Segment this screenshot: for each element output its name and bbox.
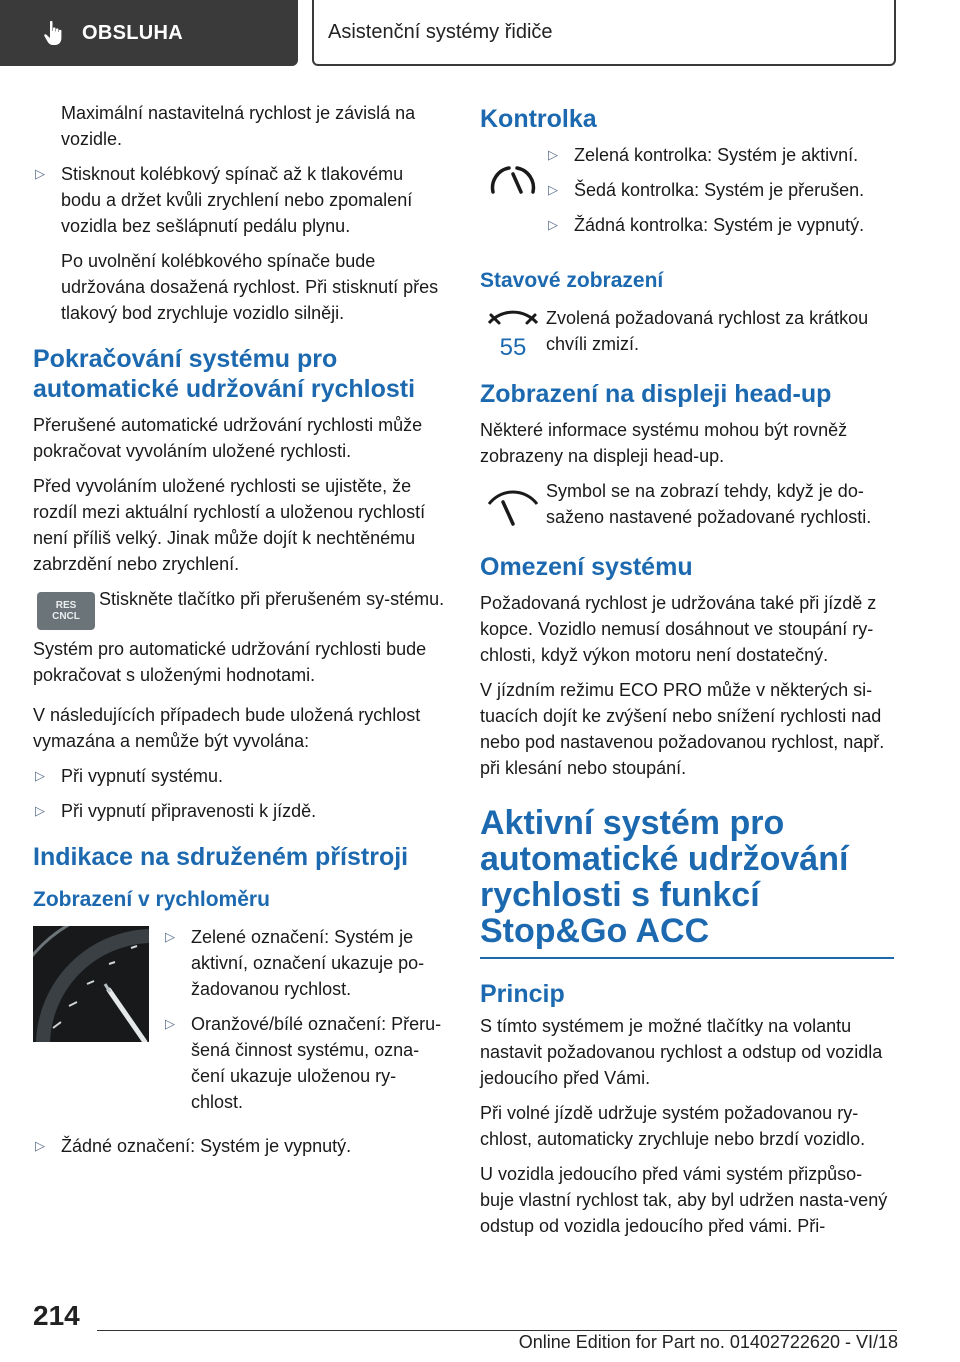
bullet-text: Šedá kontrolka: Systém je přerušen.: [574, 180, 865, 200]
bullet-text: Stisknout kolébkový spínač až k tlakovému bodu a držet kvůli zrychlení nebo zpomalení vozidla bez sešlápnutí pedálu plynu.: [61, 164, 413, 236]
heading-indication: Indikace na sdruženém přístroji: [33, 843, 409, 871]
bullet-text: Zelená kontrolka: Systém je aktivní.: [574, 145, 859, 165]
heading-system-limits: Omezení systému: [480, 553, 693, 581]
bullet-item: [546, 177, 894, 203]
speedometer-image: [33, 926, 149, 1042]
bullet-triangle-icon: ▷: [35, 1138, 45, 1153]
paragraph: Požadovaná rychlost je udržována také při jízdě z kopce. Vozidlo nemusí dosáhnout ve stoupání ry-chlosti, když výkon motoru není dostatečný.: [480, 593, 877, 665]
bullet-item: [163, 924, 447, 1002]
bullet-triangle-icon: ▷: [165, 929, 175, 944]
cruise-control-lamp-icon: [487, 160, 539, 204]
status-icon-box: [480, 305, 546, 359]
paragraph: Při volné jízdě udržuje systém požadovanou ry-chlost, automaticky zrychluje nebo brzdí vozidlo.: [480, 1103, 866, 1149]
bullet-triangle-icon: ▷: [548, 147, 558, 162]
chapter-tab-obsluha: [0, 0, 298, 66]
bullet-item: [33, 798, 447, 824]
status-display-row: [480, 305, 894, 359]
paragraph: Zvolená požadovaná rychlost za krátkou chvíli zmizí.: [546, 308, 869, 354]
bullet-text: Žádná kontrolka: Systém je vypnutý.: [574, 215, 865, 235]
paragraph: V jízdním režimu ECO PRO může v některých si-tuacích dojít ke zvýšení nebo snížení rychlosti nad nebo pod nastavenou požadovanou rychlost, např. při klesání nebo stoupání.: [480, 680, 885, 778]
heading-active-cruise-control: Aktivní systém pro automatické udržování rychlosti s funkcí Stop&Go ACC: [480, 805, 894, 959]
heading-speedometer: Zobrazení v rychloměru: [33, 888, 270, 911]
hud-row: [480, 478, 894, 530]
footer-divider: [97, 1330, 897, 1331]
hand-pointer-icon: [40, 19, 68, 47]
bullet-item: [33, 763, 447, 789]
bullet-text: Oranžové/bílé označení: Přeru-šená činnost systému, ozna-čení ukazuje uloženou ry-chlost.: [191, 1014, 442, 1112]
chapter-tab-label: OBSLUHA: [82, 21, 183, 44]
bullet-triangle-icon: ▷: [35, 768, 45, 783]
heading-head-up-display: Zobrazení na displeji head-up: [480, 380, 832, 408]
bullet-text: Zelené označení: Systém je aktivní, označení ukazuje po-žadovanou rychlost.: [191, 927, 425, 999]
bullet-text: Při vypnutí připravenosti k jízdě.: [61, 801, 317, 821]
bullet-item: [163, 1011, 447, 1115]
heading-resume: Pokračování systému pro automatické udržování rychlosti: [33, 345, 416, 403]
paragraph: Stiskněte tlačítko při přerušeném sy-stému.: [99, 589, 445, 609]
cncl-label: CNCL: [52, 611, 80, 622]
res-cncl-button-icon-box: [33, 586, 99, 630]
heading-principle: Princip: [480, 980, 565, 1008]
res-label: RES: [55, 600, 77, 611]
paragraph: S tímto systémem je možné tlačítky na volantu nastavit požadovanou rychlost a odstup od vozidla jedoucího před Vámi.: [480, 1016, 883, 1088]
bullet-triangle-icon: ▷: [548, 217, 558, 232]
right-column: [480, 104, 894, 1248]
bullet-item: [33, 161, 447, 239]
paragraph: Po uvolnění kolébkového spínače bude udržována dosažená rychlost. Při stisknutí přes tlakový bod zrychluje vozidlo silněji.: [61, 251, 439, 323]
res-button-row: [33, 586, 447, 630]
paragraph: Přerušené automatické udržování rychlosti může pokračovat vyvoláním uložené rychlosti.: [33, 415, 423, 461]
speedometer-row: [33, 924, 447, 1124]
bullet-triangle-icon: ▷: [165, 1016, 175, 1031]
page-header: [0, 0, 960, 66]
bullet-triangle-icon: ▷: [548, 182, 558, 197]
paragraph: U vozidla jedoucího před vámi systém přizpůso-buje vlastní rychlost tak, aby byl udržen nasta-vený odstup od vozidla jedoucího před vámi. Při-: [480, 1164, 888, 1236]
indicator-lamp-row: [480, 142, 894, 247]
head-up-speed-icon: [485, 486, 541, 530]
cruise-lamp-icon-box: [480, 142, 546, 204]
bullet-item: [546, 212, 894, 238]
speedometer-needle-icon: [33, 926, 149, 1042]
edition-note: Online Edition for Part no. 01402722620 - VI/18: [518, 1332, 898, 1352]
bullet-triangle-icon: ▷: [35, 803, 45, 818]
bullet-item: [546, 142, 894, 168]
paragraph: Některé informace systému mohou být rovněž zobrazeny na displeji head-up.: [480, 420, 848, 466]
bullet-triangle-icon: ▷: [35, 166, 45, 181]
page-number: 214: [33, 1300, 80, 1331]
heading-indicator-lamp: Kontrolka: [480, 105, 597, 133]
paragraph: Maximální nastavitelná rychlost je závislá na vozidle.: [61, 103, 416, 149]
page-footer: [0, 1290, 960, 1362]
left-column: [33, 100, 447, 1168]
paragraph: Symbol se na zobrazí tehdy, když je do-saženo nastavené požadované rychlosti.: [546, 481, 872, 527]
paragraph: Před vyvoláním uložené rychlosti se ujistěte, že rozdíl mezi aktuální rychlostí a uloženou rychlostí není příliš velký. Jinak může dojít k nechtěnému zabrzdění nebo zrychlení.: [33, 476, 426, 574]
bullet-text: Žádné označení: Systém je vypnutý.: [61, 1136, 352, 1156]
hud-icon-box: [480, 478, 546, 530]
set-speed-status-icon: [485, 309, 541, 359]
heading-status-display: Stavové zobrazení: [480, 269, 664, 292]
paragraph: V následujících případech bude uložená rychlost vymazána a nemůže být vyvolána:: [33, 705, 421, 751]
bullet-item: [33, 1133, 447, 1159]
status-icon-number: 55: [499, 334, 527, 359]
res-cncl-button-icon: [37, 592, 95, 630]
paragraph: Systém pro automatické udržování rychlosti bude pokračovat s uloženými hodnotami.: [33, 639, 427, 685]
section-title: Asistenční systémy řidiče: [312, 0, 896, 66]
bullet-text: Při vypnutí systému.: [61, 766, 224, 786]
